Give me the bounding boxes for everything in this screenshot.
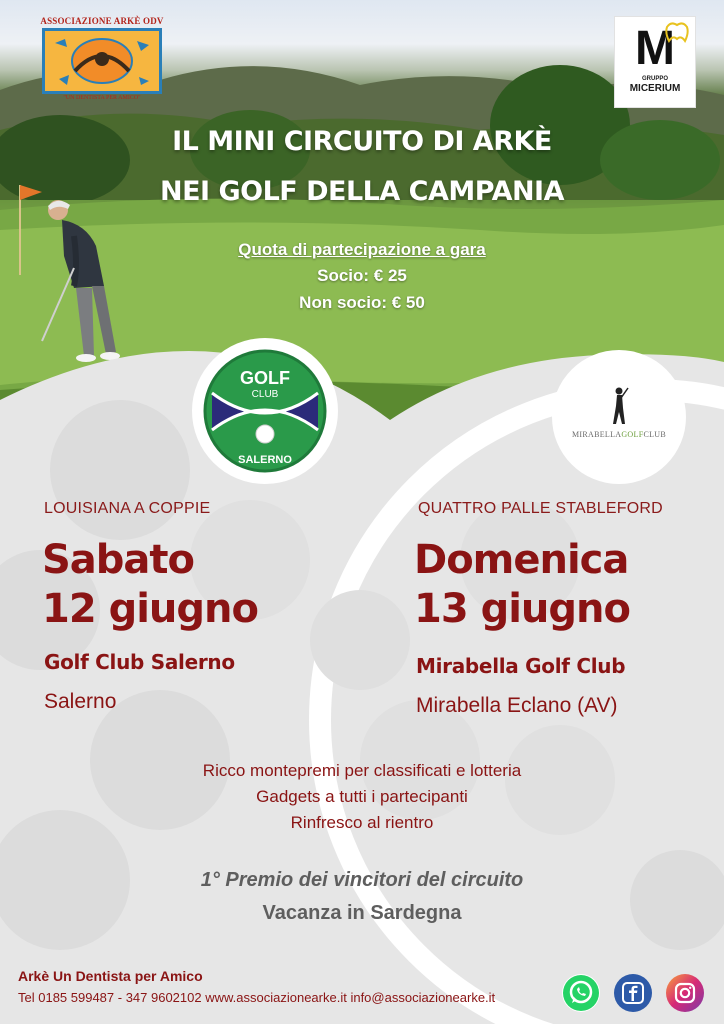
arke-emblem: [42, 28, 162, 94]
golf-club-salerno-logo: [192, 338, 338, 484]
quota-non-member: Non socio: € 50: [299, 293, 425, 312]
event-2-format: QUATTRO PALLE STABLEFORD: [418, 500, 663, 517]
info-line-2: Gadgets a tutti i partecipanti: [256, 787, 468, 806]
event-1-place: Salerno: [44, 690, 117, 713]
org-tagline: "UN DENTISTA PER AMICO": [63, 95, 141, 101]
facebook-icon[interactable]: [614, 974, 652, 1012]
arke-emblem-icon: [45, 31, 159, 91]
prize-title: 1° Premio dei vincitori del circuito: [200, 869, 524, 891]
prize-description: Vacanza in Sardegna: [262, 902, 462, 924]
golf-club-logo-top: GOLF: [240, 368, 290, 388]
tooth-outline-icon: [663, 21, 691, 43]
instagram-icon[interactable]: [666, 974, 704, 1012]
golf-club-logo-mid: CLUB: [251, 389, 279, 400]
event-2-day: Domenica: [414, 537, 629, 583]
whatsapp-icon[interactable]: [562, 974, 600, 1012]
mirabella-golf-club-logo: [552, 350, 686, 484]
page-title-line-2: NEI GOLF DELLA CAMPANIA: [159, 176, 565, 207]
mirabella-logo-text: MIRABELLAGOLFCLUB: [571, 430, 666, 439]
event-2-club: Mirabella Golf Club: [416, 654, 626, 678]
sponsor-m-letter: M: [635, 22, 675, 75]
event-2-date: 13 giugno: [414, 586, 630, 632]
sponsor-group-label: GRUPPO: [641, 76, 668, 82]
sponsor-name: MICERIUM: [629, 83, 681, 94]
event-1-day: Sabato: [42, 537, 195, 583]
golf-club-salerno-emblem: [192, 338, 338, 484]
footer-contact-info[interactable]: Tel 0185 599487 - 347 9602102 www.associazionearke.it info@associazionearke.it: [18, 990, 496, 1005]
page-title-line-1: IL MINI CIRCUITO DI ARKÈ: [172, 126, 552, 157]
footer-org-name: Arkè Un Dentista per Amico: [18, 968, 203, 984]
event-1-format: LOUISIANA A COPPIE: [44, 500, 211, 517]
quota-member: Socio: € 25: [317, 266, 407, 285]
golf-club-logo-bottom: SALERNO: [238, 454, 292, 466]
org-name: ASSOCIAZIONE ARKÈ ODV: [40, 16, 164, 26]
event-1-club: Golf Club Salerno: [44, 650, 235, 674]
info-line-3: Rinfresco al rientro: [290, 813, 434, 832]
golfer-silhouette-icon: [608, 386, 630, 426]
micerium-sponsor-logo: [614, 16, 696, 108]
event-1-date: 12 giugno: [42, 586, 258, 632]
event-2-place: Mirabella Eclano (AV): [416, 694, 618, 717]
quota-heading: Quota di partecipazione a gara: [238, 240, 486, 259]
info-line-1: Ricco montepremi per classificati e lotteria: [202, 761, 522, 780]
arke-association-logo: [40, 16, 164, 108]
